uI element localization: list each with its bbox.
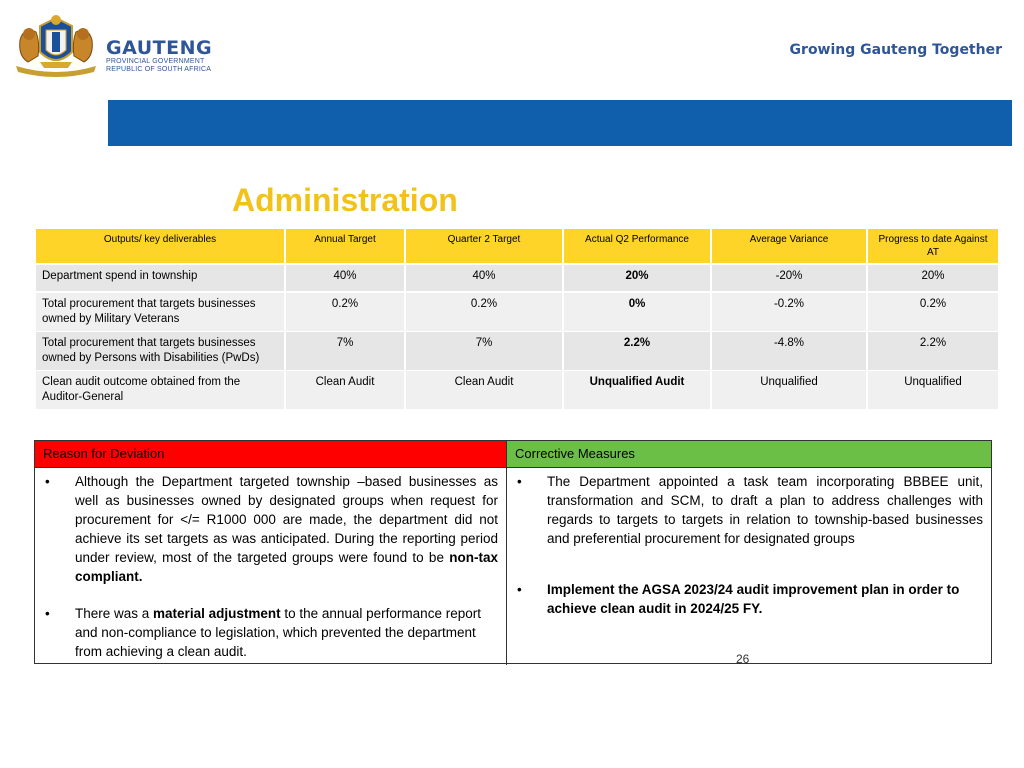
annual-target-cell: 7% [286,332,404,370]
q2-target-cell: 40% [406,265,562,291]
corrective-bullet-2 [515,580,983,618]
variance-cell: -0.2% [712,293,866,331]
corrective-cell [507,468,991,665]
actual-q2-cell: 2.2% [564,332,710,370]
reason-2-post: to the annual performance report and non-compliance to legislation, which prevented the department from achieving a clean audit. [75,606,481,659]
blue-banner [108,100,1012,146]
reason-1-text [75,472,498,586]
column-header: Actual Q2 Performance [564,229,710,263]
table-row [36,265,990,291]
org-name: GAUTENG [106,37,213,59]
reason-for-deviation-header: Reason for Deviation [35,441,507,468]
bullet-point: • [45,474,50,489]
output-cell: Department spend in township [36,265,284,291]
performance-table [36,229,990,410]
gauteng-wordmark [106,38,212,74]
actual-q2-cell: Unqualified Audit [564,371,710,409]
section-title: Administration [232,182,458,218]
q2-target-cell: Clean Audit [406,371,562,409]
bullet-point: • [517,474,522,489]
variance-cell: Unqualified [712,371,866,409]
org-line-1: PROVINCIAL GOVERNMENT [106,58,205,65]
corrective-2-text: Implement the AGSA 2023/24 audit improvement plan in order to achieve clean audit in 2024/25 FY. [547,582,960,616]
q2-target-cell: 7% [406,332,562,370]
column-header: Annual Target [286,229,404,263]
reason-2-text [75,604,498,661]
reason-1-emphasis: non-tax compliant. [75,550,498,584]
reason-bullet-2 [43,604,498,661]
table-row [36,332,990,369]
annual-target-cell: 0.2% [286,293,404,331]
table-row [36,371,990,408]
progress-cell: 2.2% [868,332,998,370]
reason-2-pre: There was a [75,606,154,621]
org-line-2: REPUBLIC OF SOUTH AFRICA [106,66,212,73]
column-header: Progress to date Against AT [868,229,998,263]
actual-q2-cell: 0% [564,293,710,331]
variance-cell: -4.8% [712,332,866,370]
output-cell: Total procurement that targets businesses owned by Military Veterans [36,293,284,331]
corrective-measures-header: Corrective Measures [507,441,991,468]
reason-bullet-1 [43,472,498,586]
actual-q2-cell: 20% [564,265,710,291]
page-header [0,0,1024,95]
reason-cell [35,468,507,665]
corrective-bullet-1 [515,472,983,548]
table-row [36,293,990,330]
column-header: Outputs/ key deliverables [36,229,284,263]
output-cell: Total procurement that targets businesses owned by Persons with Disabilities (PwDs) [36,332,284,370]
page-number: 26 [736,652,750,666]
output-cell: Clean audit outcome obtained from the Auditor-General [36,371,284,409]
variance-cell: -20% [712,265,866,291]
table-header-row [36,229,990,263]
bullet-point: • [45,606,50,621]
gauteng-coat-of-arms-logo [10,12,102,78]
column-header: Quarter 2 Target [406,229,562,263]
bullet-point: • [517,582,522,597]
annual-target-cell: 40% [286,265,404,291]
corrective-1-text: The Department appointed a task team incorporating BBBEE unit, transformation and SCM, to draft a plan to address challenges with regards to targets to targets in relation to township-based businesses and preferential procurement for designated groups [547,474,983,546]
column-header: Average Variance [712,229,866,263]
slogan: Growing Gauteng Together [789,42,1002,58]
progress-cell: Unqualified [868,371,998,409]
reason-2-emphasis: material adjustment [153,606,281,621]
progress-cell: 20% [868,265,998,291]
deviation-table [34,440,992,664]
annual-target-cell: Clean Audit [286,371,404,409]
q2-target-cell: 0.2% [406,293,562,331]
reason-1-body: Although the Department targeted township –based businesses as well as businesses owned by designated groups when request for procurement for </= R1000 000 are made, the department did not achieve its set targets as was anticipated. During the reporting period under review, most of the targeted groups were found to be [75,474,498,565]
progress-cell: 0.2% [868,293,998,331]
